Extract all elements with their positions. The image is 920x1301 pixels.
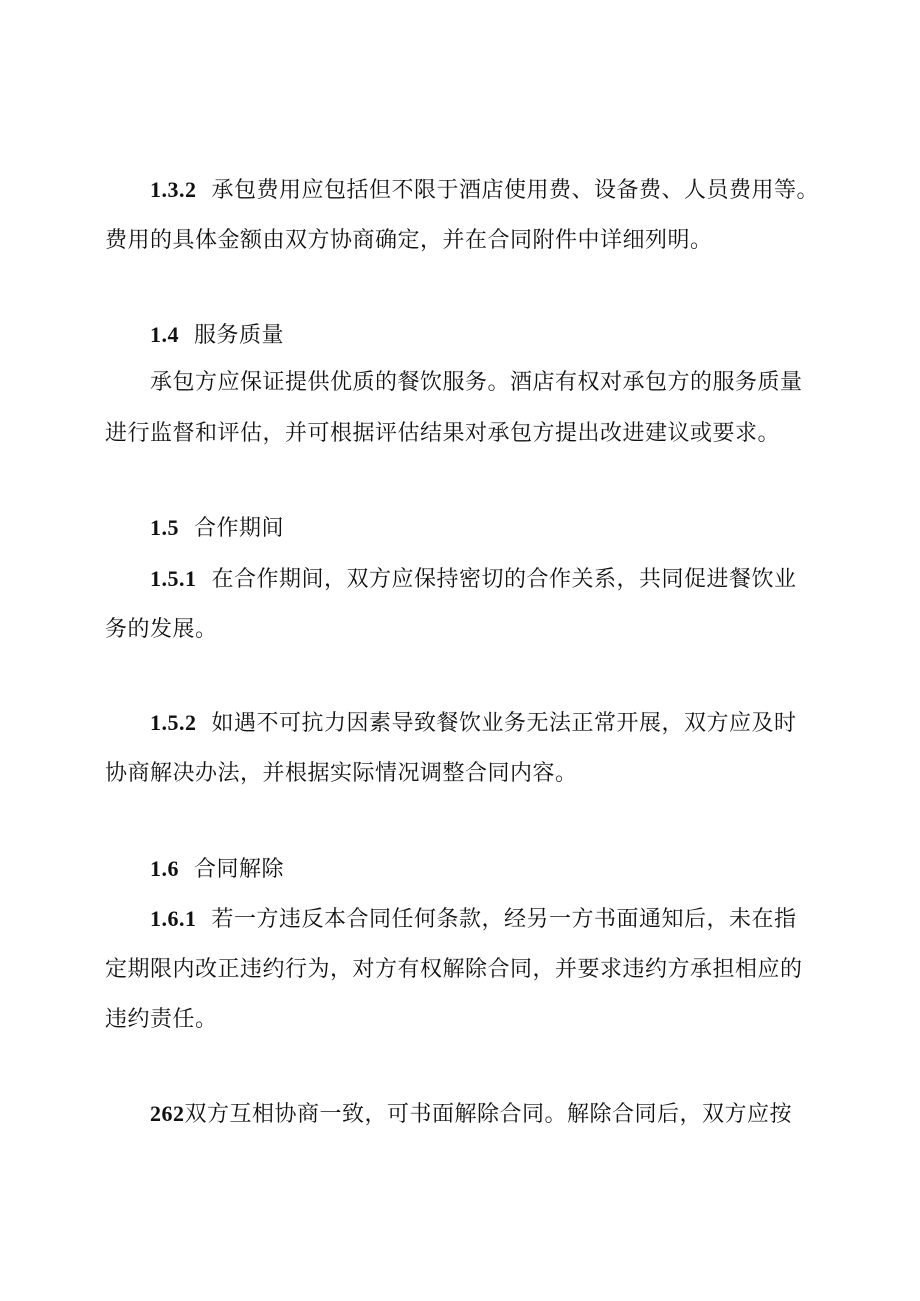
clause-text: 双方互相协商一致，可书面解除合同。解除合同后，双方应按 bbox=[184, 1102, 793, 1127]
clause-262-line-1 bbox=[150, 1100, 792, 1129]
paragraph-text: 进行监督和评估，并可根据评估结果对承包方提出改进建议或要求。 bbox=[105, 421, 781, 446]
clause-1-5-1-line-1 bbox=[150, 565, 797, 594]
clause-number: 1.5.1 bbox=[150, 566, 197, 591]
section-title: 服务质量 bbox=[194, 323, 285, 348]
clause-1-5-1-line-2 bbox=[105, 616, 218, 644]
clause-number: 1.3.2 bbox=[150, 177, 197, 202]
clause-text: 如遇不可抗力因素导致餐饮业务无法正常开展，双方应及时 bbox=[211, 711, 797, 736]
clause-text: 务的发展。 bbox=[105, 617, 218, 642]
clause-text: 定期限内改正违约行为，对方有权解除合同，并要求违约方承担相应的 bbox=[105, 957, 803, 982]
section-number: 1.6 bbox=[150, 856, 179, 881]
section-number: 1.4 bbox=[150, 322, 179, 347]
clause-text: 在合作期间，双方应保持密切的合作关系，共同促进餐饮业 bbox=[211, 567, 797, 592]
paragraph-1-4-line-1 bbox=[150, 369, 803, 397]
clause-1-3-2-line-2 bbox=[105, 227, 713, 255]
section-heading-1-6 bbox=[150, 855, 284, 884]
clause-text: 违约责任。 bbox=[105, 1007, 218, 1032]
clause-text: 承包费用应包括但不限于酒店使用费、设备费、人员费用等。 bbox=[211, 178, 820, 203]
clause-number: 262 bbox=[150, 1101, 185, 1126]
clause-1-6-1-line-1 bbox=[150, 905, 797, 934]
section-title: 合同解除 bbox=[194, 857, 285, 882]
clause-1-6-1-line-2 bbox=[105, 956, 803, 984]
section-heading-1-4 bbox=[150, 321, 284, 350]
clause-1-5-2-line-1 bbox=[150, 709, 797, 738]
clause-1-3-2-line-1 bbox=[150, 176, 819, 205]
clause-1-5-2-line-2 bbox=[105, 760, 578, 788]
clause-text: 协商解决办法，并根据实际情况调整合同内容。 bbox=[105, 761, 578, 786]
section-heading-1-5 bbox=[150, 514, 284, 543]
clause-1-6-1-line-3 bbox=[105, 1006, 218, 1034]
section-number: 1.5 bbox=[150, 515, 179, 540]
clause-text: 费用的具体金额由双方协商确定，并在合同附件中详细列明。 bbox=[105, 228, 713, 253]
section-title: 合作期间 bbox=[194, 516, 285, 541]
clause-number: 1.5.2 bbox=[150, 710, 197, 735]
clause-number: 1.6.1 bbox=[150, 906, 197, 931]
paragraph-1-4-line-2 bbox=[105, 420, 780, 448]
paragraph-text: 承包方应保证提供优质的餐饮服务。酒店有权对承包方的服务质量 bbox=[150, 370, 803, 395]
clause-text: 若一方违反本合同任何条款，经另一方书面通知后，未在指 bbox=[211, 907, 797, 932]
